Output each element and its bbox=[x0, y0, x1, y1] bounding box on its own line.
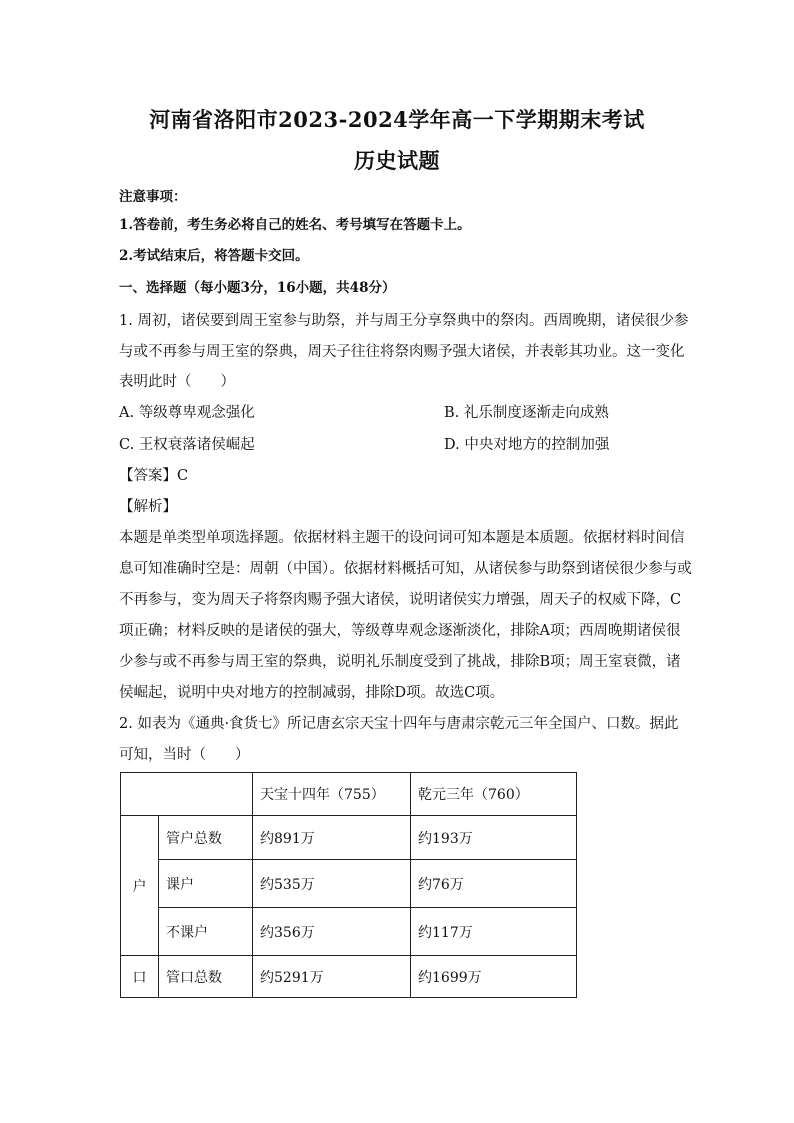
q1-analysis-line-6: 侯崛起，说明中央对地方的控制减弱，排除D项。故选C项。 bbox=[119, 685, 505, 701]
table-row bbox=[121, 816, 577, 860]
table-cell: 约891万 bbox=[253, 816, 411, 860]
table-header-row bbox=[121, 773, 577, 816]
table-cell: 约356万 bbox=[253, 908, 411, 956]
table-row bbox=[121, 908, 577, 956]
table-cell: 约535万 bbox=[253, 860, 411, 908]
q1-stem-line-1: 1. 周初，诸侯要到周王室参与助祭，并与周王分享祭典中的祭肉。西周晚期，诸侯很少参 bbox=[119, 313, 689, 329]
q1-analysis-label: 【解析】 bbox=[119, 499, 177, 515]
table-row-label: 管户总数 bbox=[159, 816, 253, 860]
table-row-label: 管口总数 bbox=[159, 956, 253, 998]
q1-analysis-line-2: 息可知准确时空是：周朝（中国）。依据材料概括可知，从诸侯参与助祭到诸侯很少参与或 bbox=[119, 561, 692, 577]
q2-stem-line-2: 可知，当时（ ） bbox=[119, 747, 250, 763]
exam-subtitle: 历史试题 bbox=[354, 148, 440, 173]
notice-item-1: 1.答卷前，考生务必将自己的姓名、考号填写在答题卡上。 bbox=[119, 217, 471, 233]
q1-option-d: D. 中央对地方的控制加强 bbox=[444, 437, 610, 453]
household-population-table bbox=[120, 772, 577, 998]
table-cell: 约1699万 bbox=[411, 956, 577, 998]
table-empty-corner bbox=[121, 773, 159, 816]
table-col-header-b: 乾元三年（760） bbox=[411, 773, 577, 816]
q1-analysis-line-5: 少参与或不再参与周王室的祭典，说明礼乐制度受到了挑战，排除B项；周王室衰微，诸 bbox=[119, 654, 681, 670]
q2-stem-line-1: 2. 如表为《通典·食货七》所记唐玄宗天宝十四年与唐肃宗乾元三年全国户、口数。据此 bbox=[119, 716, 679, 732]
table-col-header-a: 天宝十四年（755） bbox=[253, 773, 411, 816]
table-cell: 约117万 bbox=[411, 908, 577, 956]
table-group-hu: 户 bbox=[121, 816, 159, 956]
table-row bbox=[121, 860, 577, 908]
table-cell: 约5291万 bbox=[253, 956, 411, 998]
q1-option-c: C. 王权衰落诸侯崛起 bbox=[119, 437, 255, 453]
table-group-kou: 口 bbox=[121, 956, 159, 998]
table-row-label: 不课户 bbox=[159, 908, 253, 956]
table-row-label: 课户 bbox=[159, 860, 253, 908]
q1-analysis-line-4: 项正确；材料反映的是诸侯的强大，等级尊卑观念逐渐淡化，排除A项；西周晚期诸侯很 bbox=[119, 623, 681, 639]
table-row bbox=[121, 956, 577, 998]
notice-heading: 注意事项： bbox=[119, 189, 187, 205]
q1-stem-line-3: 表明此时（ ） bbox=[119, 374, 235, 390]
exam-title: 河南省洛阳市2023-2024学年高一下学期期末考试 bbox=[149, 107, 645, 132]
notice-item-2: 2.考试结束后，将答题卡交回。 bbox=[119, 248, 309, 264]
table-cell: 约76万 bbox=[411, 860, 577, 908]
table-cell: 约193万 bbox=[411, 816, 577, 860]
q1-analysis-line-3: 不再参与，变为周天子将祭肉赐予强大诸侯，说明诸侯实力增强，周天子的权威下降，C bbox=[119, 592, 682, 608]
q1-analysis-line-1: 本题是单类型单项选择题。依据材料主题干的设问词可知本题是本质题。依据材料时间信 bbox=[119, 530, 685, 546]
table-empty-corner-2 bbox=[159, 773, 253, 816]
q1-option-a: A. 等级尊卑观念强化 bbox=[119, 405, 255, 421]
q1-option-b: B. 礼乐制度逐渐走向成熟 bbox=[444, 405, 609, 421]
q1-stem-line-2: 与或不再参与周王室的祭典，周天子往往将祭肉赐予强大诸侯，并表彰其功业。这一变化 bbox=[119, 344, 685, 360]
q1-answer: 【答案】C bbox=[119, 468, 189, 484]
section-heading: 一、选择题（每小题3分，16小题，共48分） bbox=[119, 280, 396, 296]
